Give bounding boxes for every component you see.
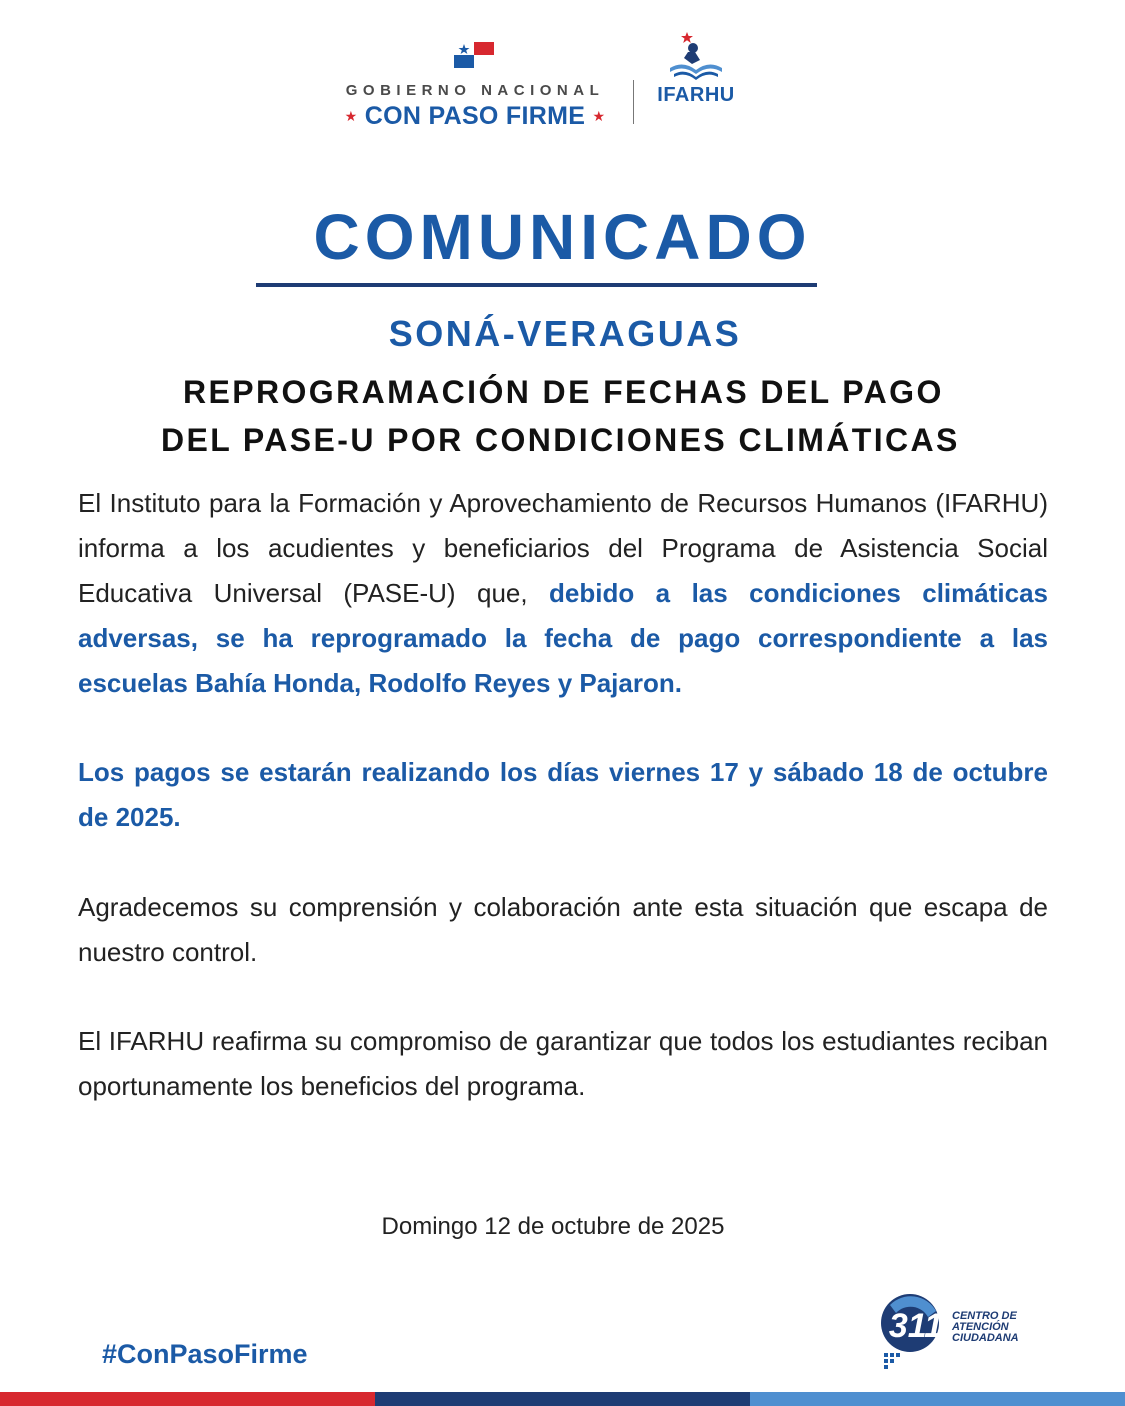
center-311-line-1: CENTRO DE <box>952 1310 1017 1322</box>
body-paragraph-3: Agradecemos su comprensión y colaboración ante esta situación que escapa de nuestro control. <box>78 892 1048 967</box>
gobierno-nacional-text: GOBIERNO NACIONAL <box>345 82 605 99</box>
location-subtitle: SONÁ-VERAGUAS <box>388 313 742 354</box>
center-311-line-3: CIUDADANA <box>952 1332 1019 1344</box>
hashtag: #ConPasoFirme <box>102 1339 308 1369</box>
ifarhu-logo <box>648 30 744 120</box>
center-311-emblem-icon <box>880 1293 952 1371</box>
header <box>0 30 1125 130</box>
body-paragraph-1 <box>78 481 1048 706</box>
logo-divider <box>633 80 634 124</box>
center-311-number: 311 <box>888 1307 944 1345</box>
footer-bar-light-blue <box>750 1392 1125 1406</box>
page-title: COMUNICADO <box>313 201 812 273</box>
heading-line-2: DEL PASE-U POR CONDICIONES CLIMÁTICAS <box>161 422 960 458</box>
ifarhu-label: IFARHU <box>657 84 735 106</box>
gobierno-nacional-logo <box>330 40 620 130</box>
ifarhu-emblem-icon <box>648 30 744 86</box>
title-underline <box>256 283 817 287</box>
footer-bar-red <box>0 1392 375 1406</box>
document-date: Domingo 12 de octubre de 2025 <box>381 1213 725 1240</box>
center-311-logo <box>880 1293 1040 1373</box>
star-icon: ★ <box>344 108 358 124</box>
center-311-line-2: ATENCIÓN <box>952 1321 1009 1333</box>
heading-line-1: REPROGRAMACIÓN DE FECHAS DEL PAGO <box>183 374 944 410</box>
panama-flag-icon <box>454 42 494 68</box>
body-paragraph-4: El IFARHU reafirma su compromiso de garantizar que todos los estudiantes reciban oportunamente los beneficios del programa. <box>78 1026 1048 1101</box>
center-311-label <box>952 1311 1042 1344</box>
star-icon: ★ <box>592 108 606 124</box>
con-paso-firme-label: CON PASO FIRME <box>364 102 586 130</box>
paragraph-1-highlight: debido a las condiciones climáticas adversas, se ha reprogramado la fecha de pago correspondiente a las escuelas Bahía Honda, Rodolfo Reyes y Pajaron. <box>78 578 1048 698</box>
con-paso-firme-text <box>330 102 620 131</box>
footer-bar-navy <box>375 1392 750 1406</box>
paragraph-1-text: El Instituto para la Formación y Aprovechamiento de Recursos Humanos (IFARHU) informa a los acudientes y beneficiarios del Programa de Asistencia Social Educativa Universal (PASE-U) que, <box>78 488 1048 608</box>
body-paragraph-2: Los pagos se estarán realizando los días viernes 17 y sábado 18 de octubre de 2025. <box>78 757 1048 832</box>
